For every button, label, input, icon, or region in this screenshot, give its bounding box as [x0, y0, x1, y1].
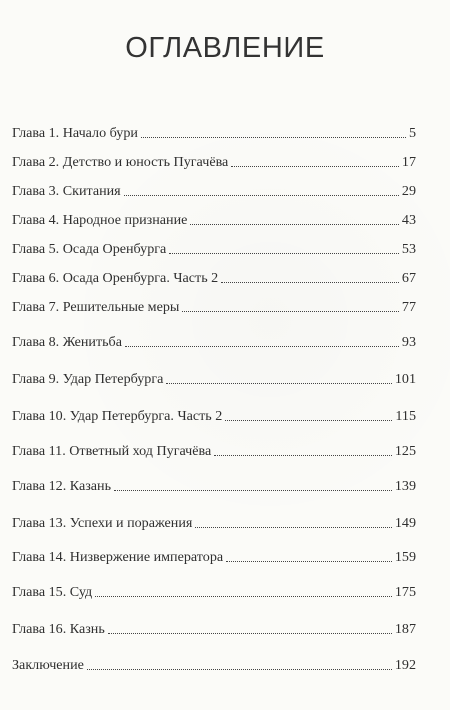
toc-page-number: 187 [394, 621, 416, 637]
toc-entry-6 [12, 263, 416, 287]
toc-entry-9 [12, 364, 416, 388]
toc-entry-4 [12, 205, 416, 229]
toc-entry-label: Глава 16. Казнь [12, 621, 105, 637]
dot-leader [114, 490, 392, 491]
toc-entry-label: Глава 15. Суд [12, 584, 93, 600]
toc-page-number: 77 [401, 299, 416, 315]
toc-entry-label: Глава 9. Удар Петербурга [12, 371, 164, 387]
dot-leader [225, 420, 392, 421]
dot-leader [169, 253, 399, 254]
dot-leader [221, 282, 399, 283]
toc-entry-8 [12, 327, 416, 351]
toc-page-number: 139 [394, 478, 416, 494]
toc-entry-2 [12, 147, 416, 171]
toc-entry-3 [12, 176, 416, 200]
toc-entry-15 [12, 577, 416, 601]
toc-entry-label: Глава 10. Удар Петербурга. Часть 2 [12, 408, 223, 424]
toc-entry-label: Глава 13. Успехи и поражения [12, 515, 193, 531]
dot-leader [108, 633, 392, 634]
toc-entry-label: Глава 6. Осада Оренбурга. Часть 2 [12, 270, 219, 286]
toc-entry-label: Заключение [12, 657, 84, 673]
toc-entry-label: Глава 5. Осада Оренбурга [12, 241, 167, 257]
toc-page-number: 115 [395, 408, 416, 424]
dot-leader [95, 596, 392, 597]
toc-entry-17 [12, 650, 416, 674]
toc-entry-1 [12, 118, 416, 142]
dot-leader [226, 561, 392, 562]
dot-leader [166, 383, 391, 384]
toc-entry-12 [12, 471, 416, 495]
toc-entry-label: Глава 8. Женитьба [12, 334, 122, 350]
toc-entry-label: Глава 11. Ответный ход Пугачёва [12, 443, 212, 459]
dot-leader [231, 166, 399, 167]
toc-page-number: 93 [401, 334, 416, 350]
toc-entry-label: Глава 7. Решительные меры [12, 299, 180, 315]
toc-entry-label: Глава 12. Казань [12, 478, 112, 494]
toc-entry-16 [12, 614, 416, 638]
toc-page-number: 149 [394, 515, 416, 531]
toc-page-number: 5 [408, 125, 416, 141]
toc-page-number: 29 [401, 183, 416, 199]
dot-leader [195, 527, 391, 528]
toc-page-number: 175 [394, 584, 416, 600]
toc-entry-label: Глава 14. Низвержение императора [12, 549, 224, 565]
dot-leader [87, 669, 392, 670]
toc-entry-7 [12, 292, 416, 316]
toc-entry-10 [12, 401, 416, 425]
toc-entry-14 [12, 542, 416, 566]
toc-entry-13 [12, 508, 416, 532]
toc-page-number: 67 [401, 270, 416, 286]
dot-leader [182, 311, 399, 312]
dot-leader [141, 137, 406, 138]
dot-leader [190, 224, 399, 225]
toc-entry-5 [12, 234, 416, 258]
toc-page-number: 43 [401, 212, 416, 228]
toc-entry-11 [12, 436, 416, 460]
toc-entry-label: Глава 4. Народное признание [12, 212, 188, 228]
dot-leader [124, 195, 399, 196]
dot-leader [125, 346, 399, 347]
page-title: ОГЛАВЛЕНИЕ [125, 32, 325, 64]
toc-page-number: 17 [401, 154, 416, 170]
toc-entry-label: Глава 2. Детство и юность Пугачёва [12, 154, 229, 170]
toc-page-number: 125 [394, 443, 416, 459]
toc-page-number: 192 [394, 657, 416, 673]
toc-entry-label: Глава 3. Скитания [12, 183, 121, 199]
toc-page-number: 101 [394, 371, 416, 387]
toc-entry-label: Глава 1. Начало бури [12, 125, 138, 141]
toc-page-number: 53 [401, 241, 416, 257]
toc-page-number: 159 [394, 549, 416, 565]
dot-leader [214, 455, 392, 456]
